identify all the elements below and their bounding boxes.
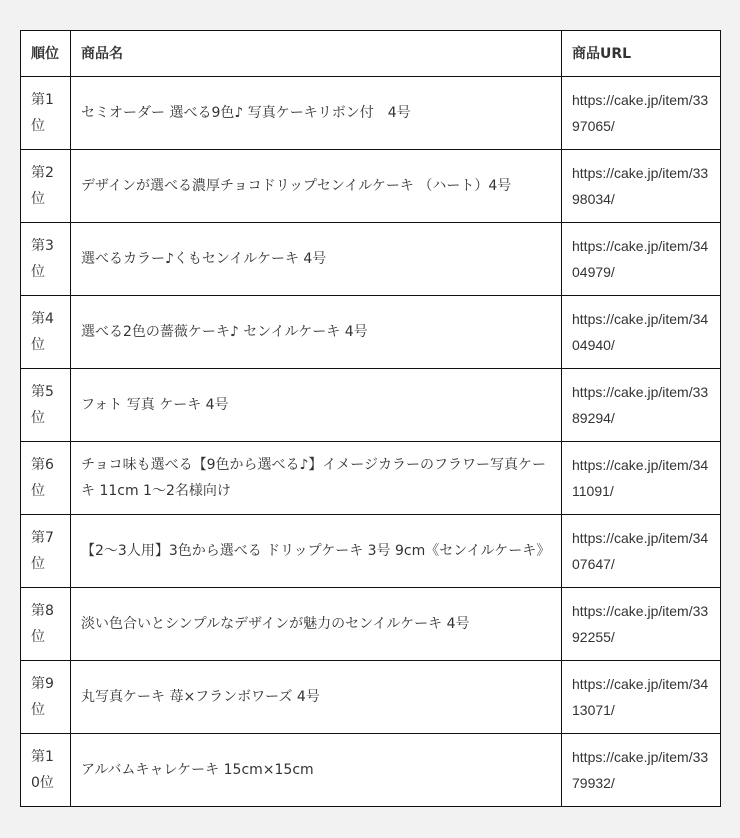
rank-cell: 第2位 [21, 150, 71, 223]
product-url-cell[interactable]: https://cake.jp/item/3407647/ [562, 515, 721, 588]
product-url-cell[interactable]: https://cake.jp/item/3392255/ [562, 588, 721, 661]
product-url-cell[interactable]: https://cake.jp/item/3379932/ [562, 734, 721, 807]
ranking-table [20, 30, 721, 807]
table-header-row [21, 31, 721, 77]
product-url-cell[interactable]: https://cake.jp/item/3411091/ [562, 442, 721, 515]
product-name-cell: 選べる2色の薔薇ケーキ♪ センイルケーキ 4号 [71, 296, 562, 369]
table-row [21, 150, 721, 223]
product-url-cell[interactable]: https://cake.jp/item/3413071/ [562, 661, 721, 734]
table-row [21, 588, 721, 661]
rank-cell: 第1位 [21, 77, 71, 150]
product-name-cell: 【2〜3人用】3色から選べる ドリップケーキ 3号 9cm《センイルケーキ》 [71, 515, 562, 588]
table-row [21, 661, 721, 734]
header-product-name: 商品名 [71, 31, 562, 77]
product-name-cell: アルバムキャレケーキ 15cm×15cm [71, 734, 562, 807]
product-name-cell: チョコ味も選べる【9色から選べる♪】イメージカラーのフラワー写真ケーキ 11cm 1〜2名様向け [71, 442, 562, 515]
rank-cell: 第6位 [21, 442, 71, 515]
product-name-cell: デザインが選べる濃厚チョコドリップセンイルケーキ （ハート）4号 [71, 150, 562, 223]
product-url-cell[interactable]: https://cake.jp/item/3389294/ [562, 369, 721, 442]
product-name-cell: 丸写真ケーキ 苺×フランボワーズ 4号 [71, 661, 562, 734]
table-row [21, 296, 721, 369]
rank-cell: 第8位 [21, 588, 71, 661]
rank-cell: 第5位 [21, 369, 71, 442]
table-row [21, 442, 721, 515]
product-url-cell[interactable]: https://cake.jp/item/3398034/ [562, 150, 721, 223]
product-name-cell: セミオーダー 選べる9色♪ 写真ケーキリボン付 4号 [71, 77, 562, 150]
header-product-url: 商品URL [562, 31, 721, 77]
product-name-cell: 淡い色合いとシンプルなデザインが魅力のセンイルケーキ 4号 [71, 588, 562, 661]
product-url-cell[interactable]: https://cake.jp/item/3404940/ [562, 296, 721, 369]
product-name-cell: 選べるカラー♪くもセンイルケーキ 4号 [71, 223, 562, 296]
table-row [21, 515, 721, 588]
rank-cell: 第3位 [21, 223, 71, 296]
rank-cell: 第9位 [21, 661, 71, 734]
table-row [21, 369, 721, 442]
rank-cell: 第4位 [21, 296, 71, 369]
product-url-cell[interactable]: https://cake.jp/item/3397065/ [562, 77, 721, 150]
product-name-cell: フォト 写真 ケーキ 4号 [71, 369, 562, 442]
rank-cell: 第10位 [21, 734, 71, 807]
table-row [21, 77, 721, 150]
product-url-cell[interactable]: https://cake.jp/item/3404979/ [562, 223, 721, 296]
header-rank: 順位 [21, 31, 71, 77]
table-row [21, 223, 721, 296]
table-row [21, 734, 721, 807]
rank-cell: 第7位 [21, 515, 71, 588]
